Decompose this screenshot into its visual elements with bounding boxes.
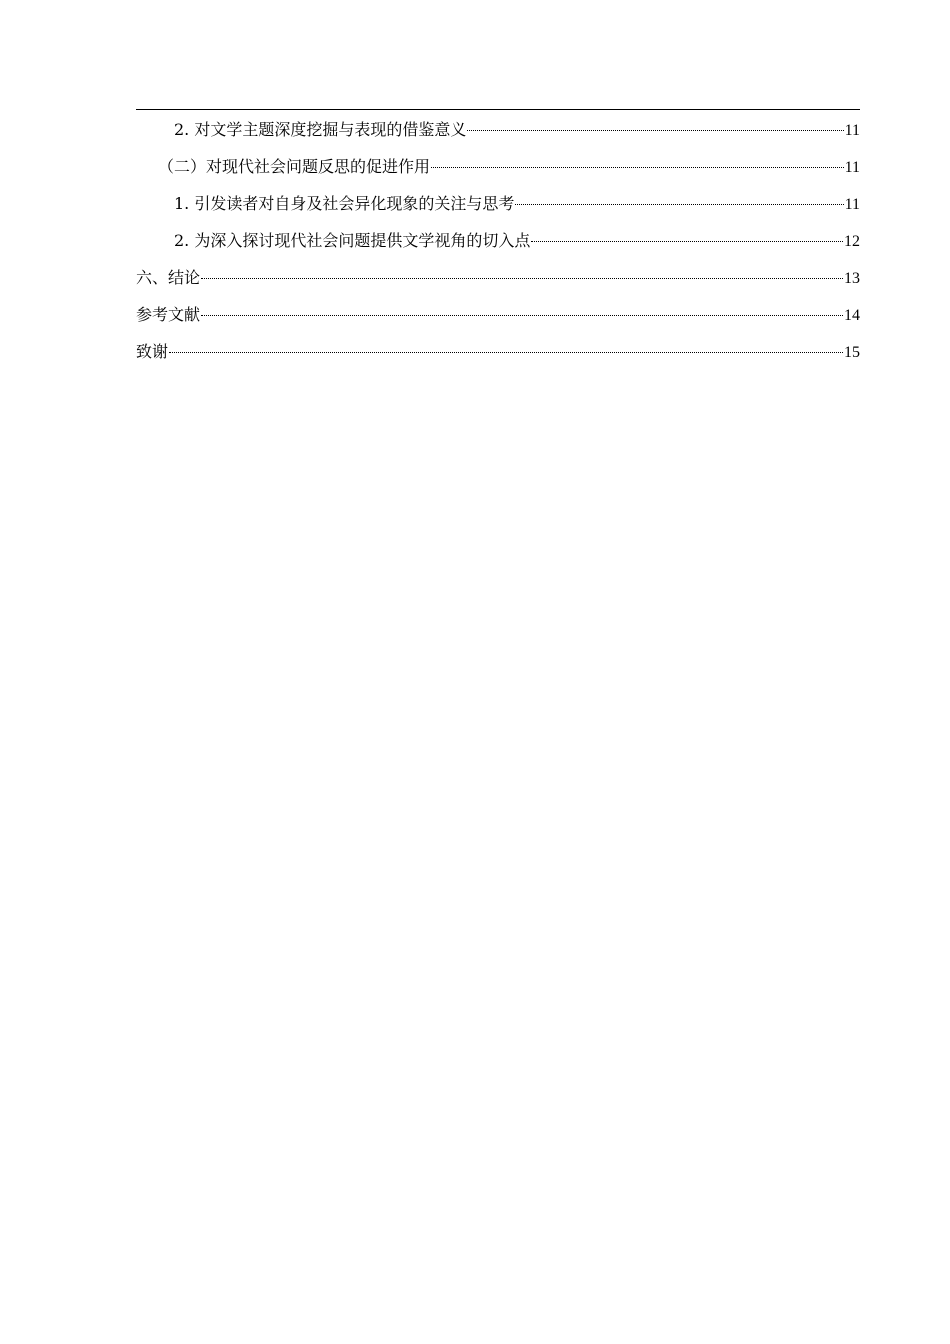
toc-entry-page: 14 [844, 307, 860, 324]
toc-entry-title: 致谢 [136, 342, 169, 361]
toc-entry[interactable] [136, 148, 860, 185]
toc-entry-title: 参考文献 [136, 305, 201, 324]
toc-leader-dots [467, 130, 843, 131]
toc-entry-title: （二）对现代社会问题反思的促进作用 [158, 157, 431, 176]
toc-entry-page: 11 [844, 196, 860, 213]
toc-leader-dots [431, 167, 844, 168]
header-rule [136, 109, 860, 110]
toc-entry-page: 15 [844, 344, 860, 361]
toc-entry[interactable] [136, 111, 860, 148]
toc-leader-dots [515, 204, 843, 205]
toc-entry-title: 2. 对文学主题深度挖掘与表现的借鉴意义 [174, 120, 467, 139]
toc-entry-page: 13 [844, 270, 860, 287]
toc-leader-dots [531, 241, 843, 242]
toc-leader-dots [169, 352, 843, 353]
table-of-contents [136, 111, 860, 370]
toc-entry[interactable] [136, 185, 860, 222]
toc-entry[interactable] [136, 259, 860, 296]
toc-entry-page: 11 [844, 122, 860, 139]
toc-entry[interactable] [136, 333, 860, 370]
toc-entry-title: 六、结论 [136, 268, 201, 287]
toc-entry[interactable] [136, 296, 860, 333]
toc-entry-page: 12 [844, 233, 860, 250]
toc-entry-title: 2. 为深入探讨现代社会问题提供文学视角的切入点 [174, 231, 531, 250]
toc-entry-page: 11 [844, 159, 860, 176]
toc-entry-title: 1. 引发读者对自身及社会异化现象的关注与思考 [174, 194, 515, 213]
toc-entry[interactable] [136, 222, 860, 259]
toc-leader-dots [201, 278, 843, 279]
toc-leader-dots [201, 315, 843, 316]
